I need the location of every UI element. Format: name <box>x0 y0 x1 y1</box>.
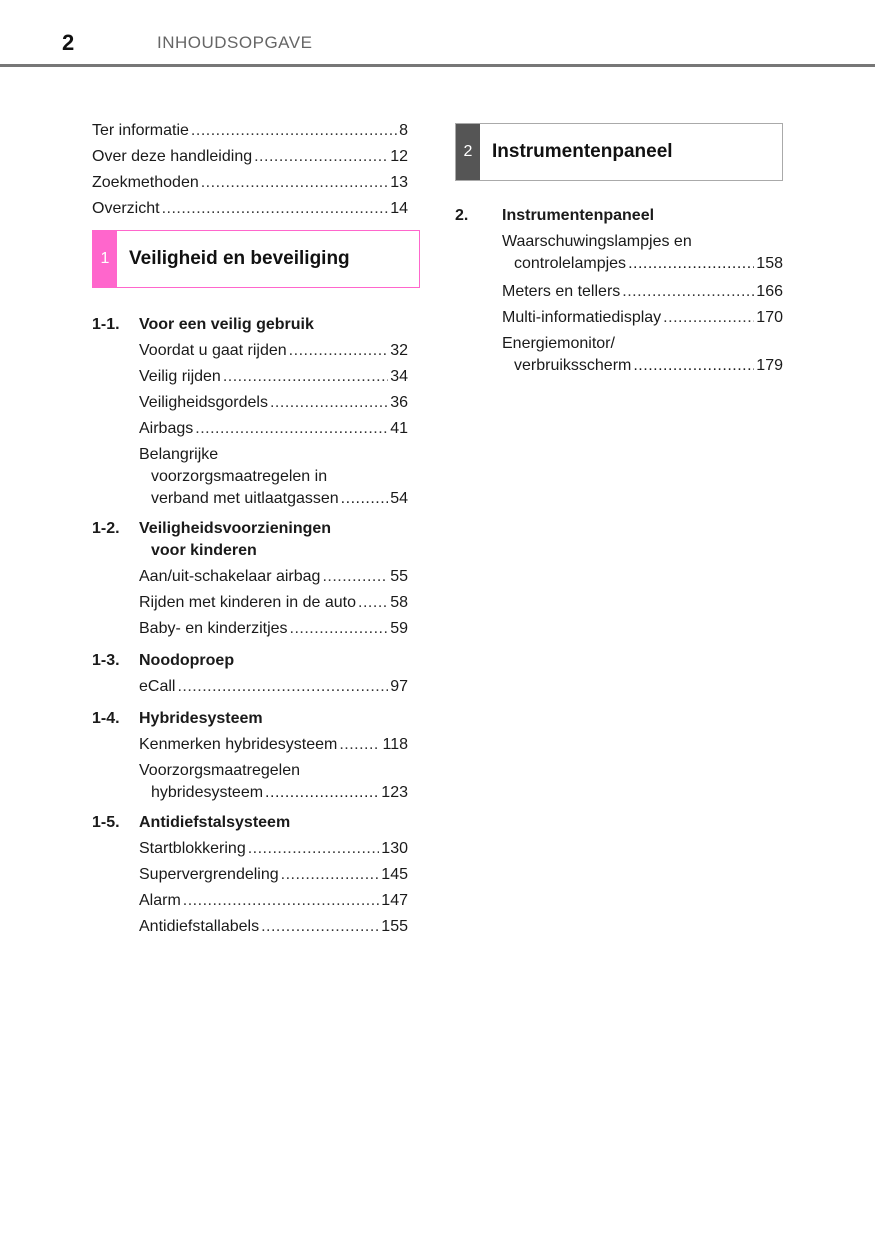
toc-entry-title: Voorzorgsmaatregelen <box>139 762 300 779</box>
toc-entry[interactable] <box>92 170 408 196</box>
toc-entry-page: 147 <box>381 892 408 909</box>
toc-entry-page: 97 <box>390 678 408 695</box>
toc-entry-page: 14 <box>390 200 408 217</box>
section-title <box>139 650 408 672</box>
toc-entry-page: 32 <box>390 342 408 359</box>
toc-entry[interactable] <box>139 674 408 700</box>
section-number: 1-3. <box>92 652 120 669</box>
toc-entry-page: 41 <box>390 420 408 437</box>
section-number: 1-1. <box>92 316 120 333</box>
section-heading[interactable] <box>92 708 408 730</box>
toc-entry-title: verband met uitlaatgassen <box>151 490 339 507</box>
toc-entry-title: voorzorgsmaatregelen in <box>151 468 328 485</box>
section-entries <box>139 338 408 510</box>
toc-entry-page: 130 <box>381 840 408 857</box>
toc-entry[interactable] <box>92 118 408 144</box>
section-title-line: Hybridesysteem <box>139 710 263 727</box>
section-title-line: voor kinderen <box>151 542 257 559</box>
toc-entry-title: Alarm <box>139 892 181 909</box>
toc-entry-title: Supervergrendeling <box>139 866 279 883</box>
toc-leader-dots <box>254 146 388 168</box>
chapter-2-sections <box>455 205 783 377</box>
toc-entry-page: 123 <box>381 784 408 801</box>
section-title <box>502 205 783 227</box>
toc-entry-title: Belangrijke <box>139 446 219 463</box>
toc-entry-title: Startblokkering <box>139 840 246 857</box>
toc-entry-title: Energiemonitor/ <box>502 335 615 352</box>
chapter-1-sections <box>92 314 408 940</box>
toc-entry-page: 179 <box>756 357 783 374</box>
chapter-1-title: Veiligheid en beveiliging <box>129 248 350 269</box>
toc-leader-dots <box>223 366 388 388</box>
section-title-line: Antidiefstalsysteem <box>139 814 291 831</box>
toc-entry-page: 34 <box>390 368 408 385</box>
chapter-1-tab: 1 <box>93 231 117 287</box>
toc-entry-page: 155 <box>381 918 408 935</box>
toc-entry-page: 54 <box>390 490 408 507</box>
toc-entry-title: Multi-informatiedisplay <box>502 309 662 326</box>
toc-entry[interactable] <box>92 144 408 170</box>
toc-entry-title: Meters en tellers <box>502 283 621 300</box>
toc-entry-page: 145 <box>381 866 408 883</box>
toc-entry[interactable] <box>139 836 408 862</box>
section-heading[interactable] <box>92 314 408 336</box>
toc-leader-dots <box>622 281 754 303</box>
toc-leader-dots <box>633 355 754 377</box>
toc-entry-page: 13 <box>390 174 408 191</box>
toc-entry-title: Kenmerken hybridesysteem <box>139 736 338 753</box>
toc-entry[interactable] <box>139 888 408 914</box>
toc-entry-title: Antidiefstallabels <box>139 918 260 935</box>
toc-entry-title: verbruiksscherm <box>514 357 632 374</box>
section-number: 2. <box>455 207 469 224</box>
section-title <box>139 708 408 730</box>
toc-entry[interactable] <box>502 229 783 275</box>
section-title-line: Noodoproep <box>139 652 235 669</box>
section-number: 1-5. <box>92 814 120 831</box>
toc-entry[interactable] <box>502 331 783 377</box>
toc-entry-title: Waarschuwingslampjes en <box>502 233 692 250</box>
toc-leader-dots <box>191 120 397 142</box>
toc-right-column <box>455 123 783 383</box>
toc-leader-dots <box>162 198 389 220</box>
toc-entry-title: Zoekmethoden <box>92 174 199 191</box>
section-title-line: Veiligheidsvoorzieningen <box>139 520 332 537</box>
toc-entry-page: 58 <box>390 594 408 611</box>
toc-entry-page: 118 <box>382 736 408 753</box>
toc-entry-page: 55 <box>390 568 408 585</box>
toc-leader-dots <box>289 340 389 362</box>
chapter-1-box[interactable] <box>92 230 420 288</box>
chapter-2-tab: 2 <box>456 124 480 180</box>
toc-entry-page: 59 <box>390 620 408 637</box>
toc-entry-page: 36 <box>390 394 408 411</box>
toc-entry[interactable] <box>139 862 408 888</box>
section-entries <box>139 732 408 804</box>
section-entries <box>139 836 408 940</box>
toc-entry-title: controlelampjes <box>514 255 627 272</box>
toc-leader-dots <box>265 782 379 804</box>
section-title-line: Voor een veilig gebruik <box>139 316 314 333</box>
section-title <box>139 314 408 336</box>
toc-entry-title: eCall <box>139 678 176 695</box>
toc-leader-dots <box>290 618 389 640</box>
toc-entry[interactable] <box>139 616 408 642</box>
toc-entry-title: Over deze handleiding <box>92 148 253 165</box>
toc-entry[interactable] <box>139 732 408 758</box>
toc-entry[interactable] <box>139 416 408 442</box>
section-title-line: Instrumentenpaneel <box>502 207 655 224</box>
toc-leader-dots <box>358 592 388 614</box>
section-entries <box>139 564 408 642</box>
toc-entry[interactable] <box>502 279 783 305</box>
toc-entry-title: Airbags <box>139 420 194 437</box>
toc-entry-title: Ter informatie <box>92 122 189 139</box>
toc-leader-dots <box>663 307 754 329</box>
toc-leader-dots <box>339 734 380 756</box>
header-rule <box>0 64 875 67</box>
toc-entry[interactable] <box>502 305 783 331</box>
toc-entry-page: 8 <box>399 122 408 139</box>
toc-entry-page: 170 <box>756 309 783 326</box>
toc-entry-page: 158 <box>756 255 783 272</box>
page-number: 2 <box>62 30 75 55</box>
toc-entry[interactable] <box>139 442 408 510</box>
section-heading[interactable] <box>92 650 408 672</box>
toc-entry-title: hybridesysteem <box>151 784 264 801</box>
toc-leader-dots <box>322 566 388 588</box>
toc-entry[interactable] <box>92 196 408 222</box>
toc-entry-title: Aan/uit-schakelaar airbag <box>139 568 321 585</box>
section-number: 1-4. <box>92 710 120 727</box>
intro-list <box>92 118 408 222</box>
chapter-2-box[interactable] <box>455 123 783 181</box>
chapter-2-title: Instrumentenpaneel <box>492 141 673 162</box>
toc-entry-title: Voordat u gaat rijden <box>139 342 287 359</box>
toc-entry-title: Overzicht <box>92 200 160 217</box>
toc-left-column <box>92 118 408 946</box>
toc-entry[interactable] <box>139 590 408 616</box>
toc-entry[interactable] <box>139 564 408 590</box>
toc-entry[interactable] <box>139 338 408 364</box>
toc-leader-dots <box>341 488 389 510</box>
toc-entry-title: Veilig rijden <box>139 368 221 385</box>
toc-leader-dots <box>177 676 388 698</box>
section-heading[interactable] <box>92 518 408 562</box>
section-heading[interactable] <box>455 205 783 227</box>
toc-entry-page: 166 <box>756 283 783 300</box>
toc-entry[interactable] <box>139 914 408 940</box>
toc-leader-dots <box>628 253 754 275</box>
toc-entry-page: 12 <box>390 148 408 165</box>
toc-entry[interactable] <box>139 364 408 390</box>
section-title <box>139 518 408 562</box>
section-number: 1-2. <box>92 520 120 537</box>
toc-leader-dots <box>248 838 380 860</box>
section-entries <box>139 674 408 700</box>
toc-entry-title: Baby- en kinderzitjes <box>139 620 288 637</box>
toc-entry-title: Rijden met kinderen in de auto <box>139 594 357 611</box>
toc-leader-dots <box>201 172 388 194</box>
section-entries <box>502 229 783 377</box>
toc-entry[interactable] <box>139 758 408 804</box>
section-title <box>139 812 408 834</box>
page-header-title: INHOUDSOPGAVE <box>157 33 313 52</box>
toc-entry[interactable] <box>139 390 408 416</box>
toc-leader-dots <box>183 890 380 912</box>
toc-leader-dots <box>270 392 388 414</box>
toc-leader-dots <box>281 864 380 886</box>
toc-leader-dots <box>261 916 379 938</box>
toc-entry-title: Veiligheidsgordels <box>139 394 268 411</box>
toc-leader-dots <box>195 418 388 440</box>
section-heading[interactable] <box>92 812 408 834</box>
